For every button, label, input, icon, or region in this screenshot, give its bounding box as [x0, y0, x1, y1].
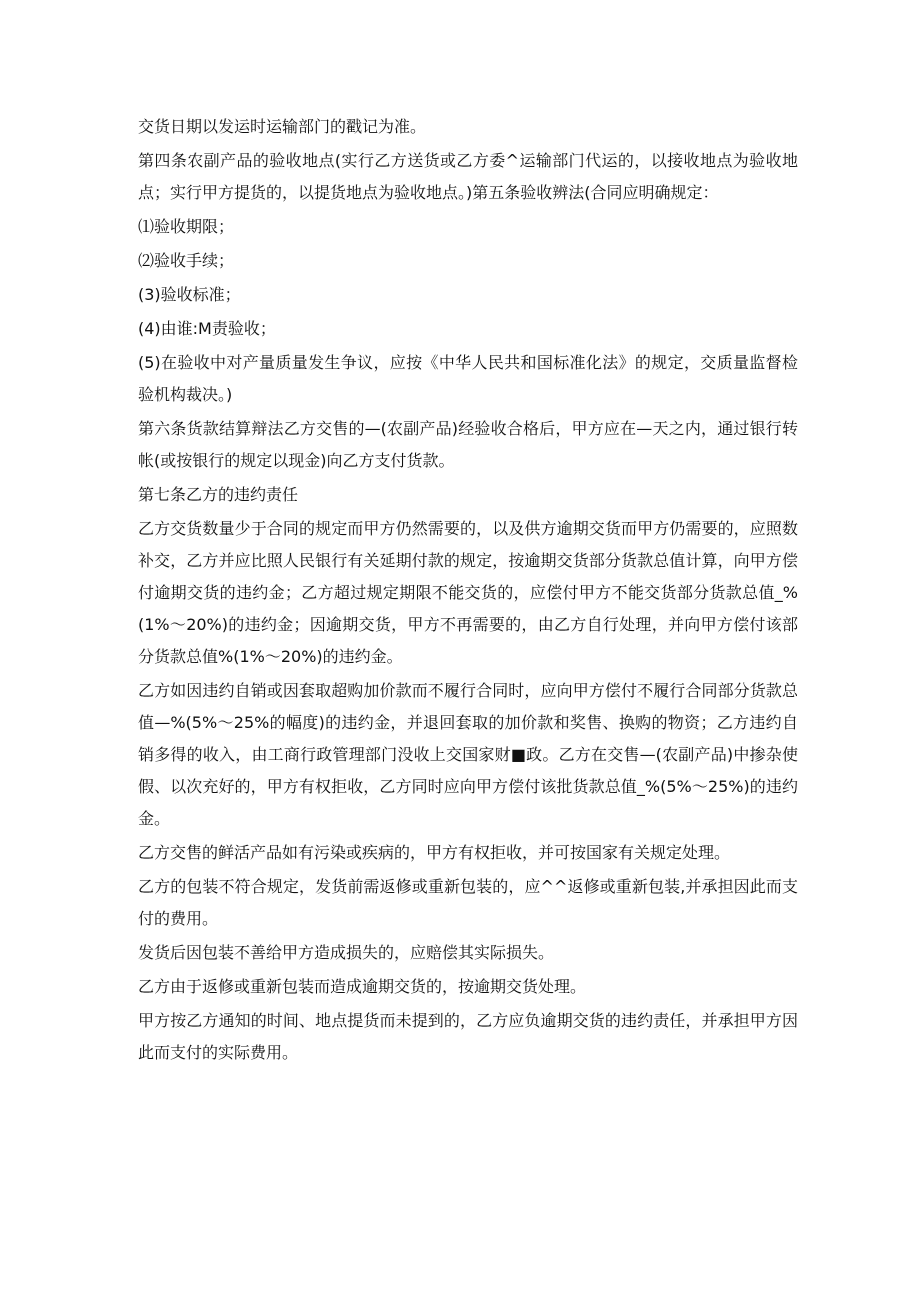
paragraph-repackaging-delay: 乙方由于返修或重新包装而造成逾期交货的，按逾期交货处理。 [138, 977, 587, 996]
paragraph-late-delivery: 乙方交货数量少于合同的规定而甲方仍然需要的，以及供方逾期交货而甲方仍需要的，应照数补交，乙方并应比照人民银行有关延期付款的规定，按逾期交货部分货款总值计算，向甲方偿付逾期交货的违约金；乙方超过规定期限不能交货的，应偿付甲方不能交货部分货款总值_%(1%～20%)的违约金；因逾期交货，甲方不再需要的，由乙方自行处理，并向甲方偿付该部分货款总值%(1%～20%)的违约金。 [138, 519, 798, 666]
paragraph-item-1: ⑴验收期限； [138, 217, 235, 236]
document-page [138, 111, 798, 1071]
paragraph-pickup-failure: 甲方按乙方通知的时间、地点提货而未提到的，乙方应负逾期交货的违约责任，并承担甲方因此而支付的实际费用。 [138, 1011, 798, 1062]
paragraph-item-5: (5)在验收中对产量质量发生争议，应按《中华人民共和国标准化法》的规定，交质量监督检验机构裁决。) [138, 353, 798, 404]
paragraph-item-2: ⑵验收手续； [138, 251, 235, 270]
paragraph-breach-self-sale: 乙方如因违约自销或因套取超购加价款而不履行合同时，应向甲方偿付不履行合同部分货款总值—%(5%～25%的幅度)的违约金，并退回套取的加价款和奖售、换购的物资；乙方违约自销多得的收入，由工商行政管理部门没收上交国家财■政。乙方在交售—(农副产品)中掺杂使假、以次充好的，甲方有权拒收，乙方同时应向甲方偿付该批货款总值_%(5%～25%)的违约金。 [138, 681, 798, 828]
paragraph-article-4-5: 第四条农副产品的验收地点(实行乙方送货或乙方委^运输部门代运的，以接收地点为验收地点；实行甲方提货的，以提货地点为验收地点。)第五条验收辨法(合同应明确规定： [138, 151, 798, 202]
paragraph-article-6: 第六条货款结算辩法乙方交售的—(农副产品)经验收合格后，甲方应在—天之内，通过银行转帐(或按银行的规定以现金)向乙方支付货款。 [138, 419, 798, 470]
paragraph-fresh-products: 乙方交售的鲜活产品如有污染或疾病的，甲方有权拒收，并可按国家有关规定处理。 [138, 843, 731, 862]
paragraph-delivery-date: 交货日期以发运时运输部门的戳记为准。 [138, 117, 427, 136]
paragraph-item-3: (3)验收标准； [138, 285, 241, 304]
paragraph-packaging-loss: 发货后因包装不善给甲方造成损失的，应赔偿其实际损失。 [138, 943, 555, 962]
paragraph-packaging: 乙方的包装不符合规定，发货前需返修或重新包装的，应^^返修或重新包装,并承担因此而支付的费用。 [138, 877, 798, 928]
paragraph-item-4: (4)由谁:M责验收； [138, 319, 276, 338]
paragraph-article-7-heading: 第七条乙方的违约责任 [138, 485, 299, 504]
